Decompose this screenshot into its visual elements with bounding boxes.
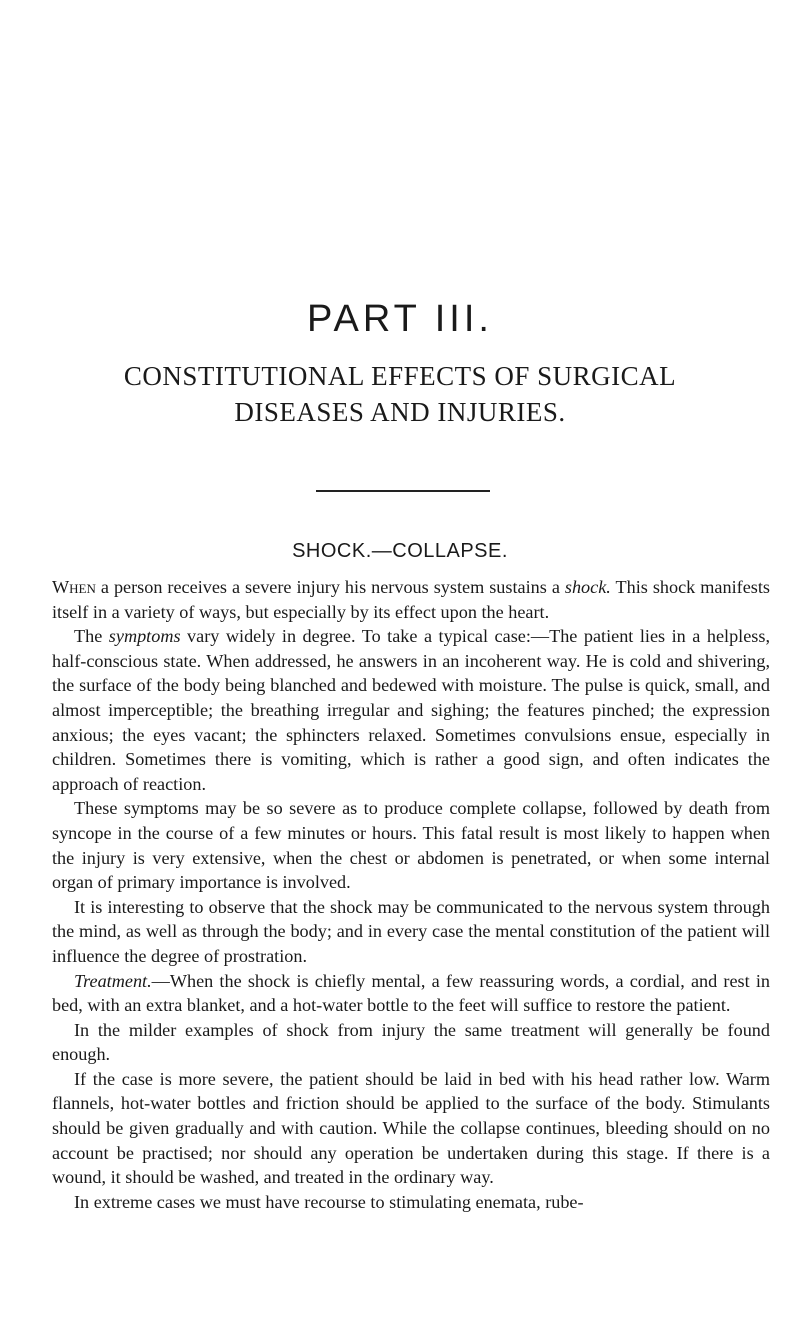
paragraph-3: These symptoms may be so severe as to produce complete collapse, followed by death from syncope in the course of a few minutes or hours. This fatal result is most likely to happen when the injury is very extensive, when the chest or abdomen is penetrated, or when some internal organ of primary importance is involved.	[52, 798, 770, 893]
emphasis-shock: shock.	[564, 577, 611, 597]
paragraph-lead-word: When	[52, 577, 96, 597]
part-heading: PART III.	[307, 298, 493, 340]
paragraph-4: It is interesting to observe that the shock may be communicated to the nervous system through the mind, as well as through the body; and in every case the mental constitution of the patient will influence the degree of prostration.	[52, 896, 770, 966]
decorative-rule	[316, 490, 490, 492]
paragraph-2: The symptoms vary widely in degree. To take a typical case:—The patient lies in a helpless, half-conscious state. When addressed, he answers in an incoherent way. He is cold and shivering, the surface of the body being blanched and bedewed with moisture. The pulse is quick, small, and almost imperceptible; the breathing irregular and sighing; the features pinched; the expression anxious; the eyes vacant; the sphincters relaxed. Sometimes convulsions ensue, especially in children. Sometimes there is vomiting, which is rather a good sign, and often indicates the approach of reaction.	[52, 626, 771, 794]
paragraph-5: Treatment.—When the shock is chiefly mental, a few reassuring words, a cordial, and rest in bed, with an extra blanket, and a hot-water bottle to the feet will suffice to restore the patient.	[52, 970, 770, 1016]
paragraph-8: In extreme cases we must have recourse to stimulating enemata, rube-	[74, 1191, 584, 1212]
paragraph-7: If the case is more severe, the patient should be laid in bed with his head rather low. Warm flannels, hot-water bottles and friction should be applied to the surface of the body. Stimulants should be given gradually and with caution. While the collapse continues, bleeding should on no account be practised; nor should any operation be undertaken during this stage. If there is a wound, it should be washed, and treated in the ordinary way.	[52, 1068, 770, 1188]
chapter-title-line-1: CONSTITUTIONAL EFFECTS OF SURGICAL	[123, 361, 677, 391]
emphasis-symptoms: symptoms	[108, 626, 181, 647]
body-text	[52, 575, 770, 1214]
chapter-title-line-2: DISEASES AND INJURIES.	[234, 397, 566, 427]
emphasis-treatment: Treatment.	[74, 970, 152, 991]
paragraph-6: In the milder examples of shock from injury the same treatment will generally be found enough.	[52, 1019, 770, 1065]
paragraph-1: When a person receives a severe injury his nervous system sustains a shock. This shock manifests itself in a variety of ways, but especially by its effect upon the heart.	[52, 577, 770, 622]
section-heading: SHOCK.—COLLAPSE.	[292, 540, 508, 562]
chapter-title	[0, 358, 800, 430]
